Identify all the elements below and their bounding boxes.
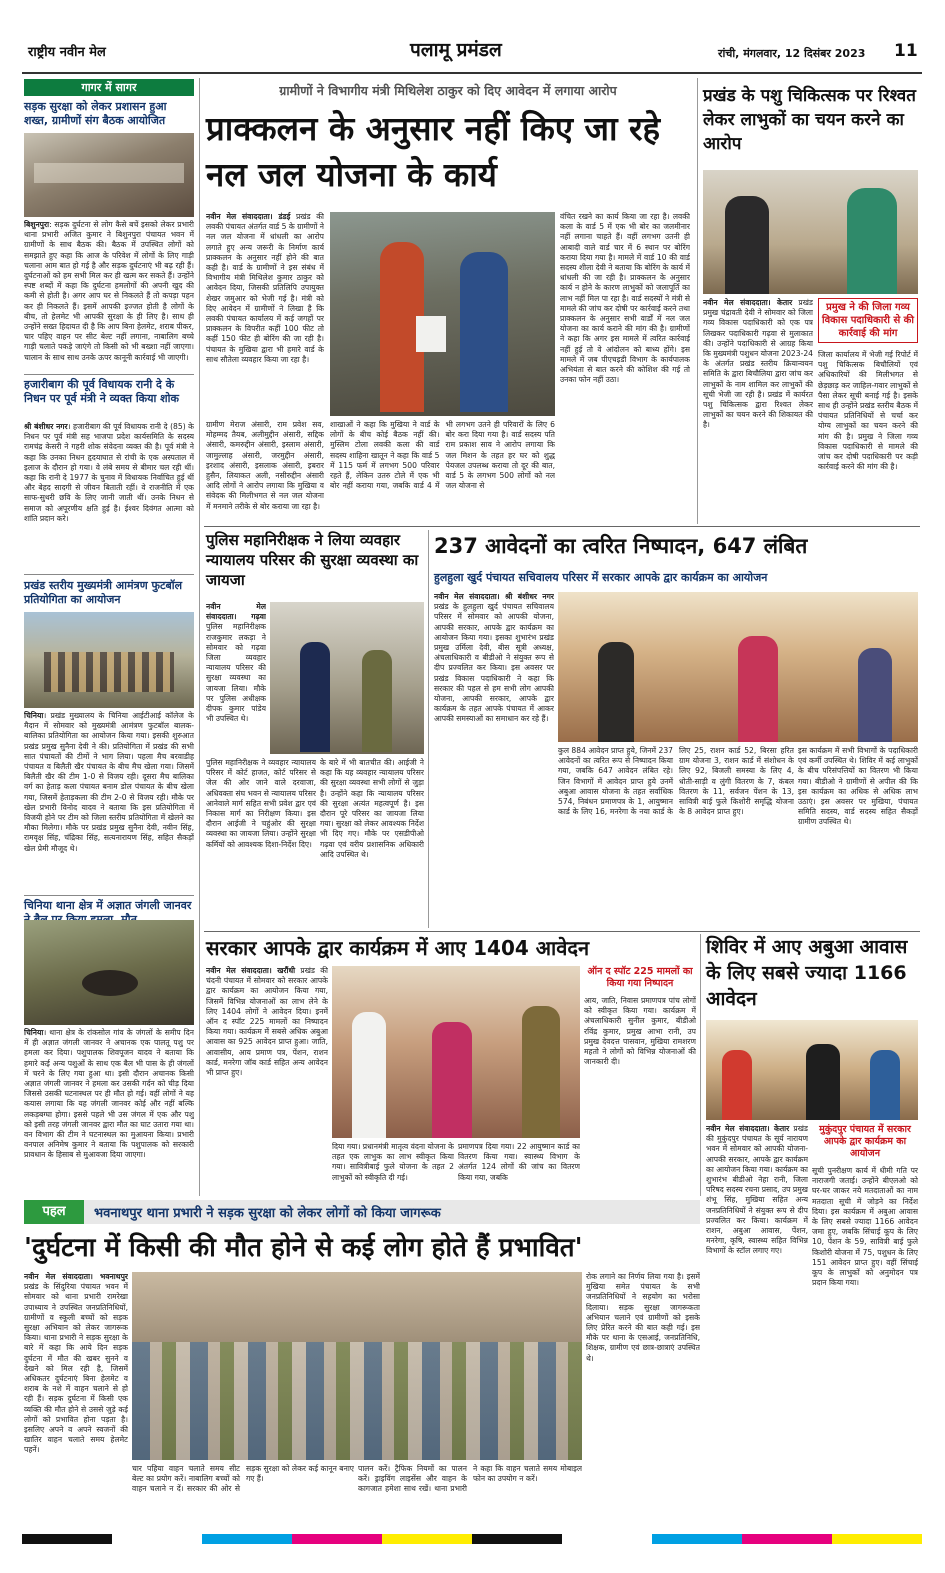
section-title: पलामू प्रमंडल xyxy=(410,39,502,61)
police-photo xyxy=(270,602,424,754)
police-body-3: के बारे में भी बातचीत की। आईजी ने कहा कि यह व्यवहार न्यायालय परिसर की सुरक्षा व्यवस्था सभी लोगों से जुड़ा है। उन्होंने कहा कि न्यायालय परिसर की सुरक्षा अत्यंत महत्वपूर्ण है। इस दौरान पूरे परिसर का जायजा लिया गया। सुरक्षा को लेकर आवश्यक निर्देश भी दिए गए। मौके पर एसडीपीओ गढ़वा एवं वरीय प्रशासनिक अधिकारी आदि उपस्थित थे। xyxy=(320,758,424,859)
police-body-1: नवीन मेल संवाददाता। गढ़वा पुलिस महानिरीक्षक राजकुमार लकड़ा ने सोमवार को गढ़वा जिला व्यवहार न्यायालय परिसर की सुरक्षा व्यवस्था का जायजा लिया। मौके पर पुलिस अधीक्षक दीपक कुमार पांडेय भी उपस्थित थे। xyxy=(206,602,266,724)
masthead xyxy=(28,34,918,70)
awedan-body-2: कुल 884 आवेदन प्राप्त हुये, जिनमें 237 आवेदनों का त्वरित रूप से निष्पादन किया गया, जबकि 647 आवेदन लंबित रहे। जिन विभागों में आवेदन प्राप्त हुये उनमें अबुआ आवास योजना के तहत सर्वाधिक 574, निबंधन प्रमाणपत्र के 1, आयुष्मान कार्ड के लिए 16, मनरेगा के नया कार्ड के लिए 25, राशन कार्ड 52, बिरसा हरित ग्राम योजना 3, राशन कार्ड में संशोधन के लिए 92, बिजली समस्या के लिए 4, धोती-साड़ी व लुंगी वितरण के 7, कंबल वितरण के 11, सर्वजन पेंशन के 13, सावित्री बाई फुले किशोरी समृद्धि योजना के 8 आवेदन प्राप्त हुए। xyxy=(558,746,794,817)
story2-headline: हजारीबाग की पूर्व विधायक रानी दे के निधन पर पूर्व मंत्री ने व्यक्त किया शोक xyxy=(24,378,179,405)
story2-body: श्री बंशीधर नगर। हजारीबाग की पूर्व विधायक रानी दे (85) के निधन पर पूर्व मंत्री सह भाजपा प्रदेश कार्यसमिति के सदस्य रामचंद्र केसरी ने गहरी शोक संवेदना व्यक्त की है। पूर्व मंत्री ने कहा कि उनका निधन हृदयाघात से रांची के एक अस्पताल में इलाज के दौरान हो गया। वे लंबे समय से बीमार चल रही थीं। कहा कि रानी दे 1977 के चुनाव में विधायक निर्वाचित हुई थीं और बेहद सादगी से जीवन बिताती रहीं। वे राजनीति में एक साफ-सुथरी छवि के लिए जानी जाती थीं। उनके निधन से समाज को अपूरणीय क्षति हुई है। ईश्वर दिवंगत आत्मा को शांति प्रदान करे। xyxy=(24,422,194,523)
police-body-2: पुलिस महानिरीक्षक ने व्यवहार न्यायालय परिसर में कोर्ट हाजत, कोर्ट परिसर से जेल की ओर जाने वाले दरवाजा, अधिवक्ता संघ भवन से न्यायालय परिसर आनेवाले मार्ग सहित सभी प्रवेश द्वार एवं निकास मार्ग का निरीक्षण किया। इस दौरान आईजी ने चहुंओर की सुरक्षा व्यवस्था का जायजा लिया। उन्होंने सुरक्षा कर्मियों को आवश्यक दिशा-निर्देश दिए। xyxy=(206,758,316,849)
story4-body: चिनिया। थाना क्षेत्र के रांकसोल गांव के जंगलों के समीप दिन में ही अज्ञात जंगली जानवर ने अचानक एक पालतू पशु पर हमला कर दिया। पशुपालक शिवपूजन यादव ने बताया कि हमारे कई अन्य पशुओं के साथ एक बैल भी पास के ही जंगलों में चरने के लिए गया हुआ था। इसी दौरान अचानक किसी अज्ञात जंगली जानवर ने हमला कर उसकी गर्दन को चीड़ दिया जिससे उसकी घटनास्थल पर ही मौत हो गई। वहीं लोगों ने यह कयास लगाया कि यह जंगली जानवर कोई और नहीं बल्कि लकड़बग्घा होगा। इससे पहले भी उस जंगल में एक और पशु को इसी तरह जंगली जानवर द्वारा मौत का घाट उतारा गया था। वन विभाग की टीम ने घटनास्थल का मुआयना किया। प्रभारी वनपाल अनिमेष कुमार ने बताया कि पशुपालक को सरकारी प्रावधान के हिसाब से मुआवजा दिया जाएगा। xyxy=(24,1028,194,1160)
story3-body: चिनिया। प्रखंड मुख्यालय के चिनिया आईटीआई कॉलेज के मैदान में सोमवार को मुख्यमंत्री आमंत्रण फुटबॉल बालक-बालिका प्रतियोगिता का आयोजन किया गया। इसकी शुरुआत प्रखंड प्रमुख सुनैना देवी ने की। प्रतियोगिता में प्रखंड की सभी सात पंचायतों की टीमों ने भाग लिया। पहला मैच बरवाडीह पंचायत व बिलैती खैर पंचायत के बीच मैच खेला गया। जिसमें बिलैती खैर की टीम 1-0 से विजय रही। दूसरा मैच बालिका वर्ग का हेताड़ कला पंचायत बनाम डोल पंचायत के बीच खेला गया, जिसमें हेताड़कला की टीम 2-0 से विजय रही। मौके पर खेल प्रभारी विनोद यादव ने बताया कि इस प्रतियोगिता में विजयी होने पर टीम को जिला स्तरीय प्रतियोगिता में खेलने का मौका मिलेगा। मौके पर प्रखंड प्रमुख सुनैना देवी, नवीन सिंह, रामवृक्ष सिंह, चंद्रिका सिंह, सत्यनारायण सिंह, सहित सैकड़ों खेल प्रेमी मौजूद थे। xyxy=(24,711,194,853)
bottom-tag: पहल xyxy=(24,1200,84,1224)
police-headline: पुलिस महानिरीक्षक ने लिया व्यवहार न्यायालय परिसर की सुरक्षा व्यवस्था का जायजा xyxy=(206,531,419,589)
awedan-body-1: नवीन मेल संवाददाता। श्री बंशीधर नगर प्रखंड के हुलहुला खुर्द पंचायत सचिवालय परिसर में सोमवार को आपकी योजना, आपकी सरकार, आपके द्वार कार्यक्रम का आयोजन किया गया। इसका शुभारंभ प्रखंड प्रमुख उर्मिला देवी, बीस सूत्री अध्यक्ष, अंचलाधिकारी व बीडीओ ने संयुक्त रूप से दीप प्रज्वलित कर किया। इस अवसर पर प्रखंड विकास पदाधिकारी ने कहा कि सरकार की पहल से हम सभी लोग आपकी योजना, आपकी सरकार, आपके द्वार कार्यक्रम के तहत आपके पंचायत में आकर आपकी समस्याओं का समाधान कर रहे हैं। xyxy=(434,592,554,724)
dateline: रांची, मंगलवार, 12 दिसंबर 2023 xyxy=(718,47,866,60)
top-body-3: शाखाओं ने कहा कि मुखिया ने वार्ड के लोगों के बीच कोई बैठक नहीं की। मुस्लिम टोला लवकी कला की वार्ड सदस्य शाहिना खातून ने कहा कि वार्ड 5 में 115 फर्म में लगभग 500 परिवार रहते हैं, लेकिन उतरु टोले में एक भी बोर नहीं कराया गया, जबकि वार्ड 4 में भी लगभग उतने ही परिवारों के लिए 6 बोर करा दिया गया है। वार्ड सदस्य पति राम प्रकाश साव ने आरोप लगाया कि जल मिशन के तहत हर घर को शुद्ध पेयजल उपलब्ध कराया तो दूर की बात, वार्ड 5 के लगभग 500 लोगों को नल जल योजना से xyxy=(330,420,555,491)
bottom-body-3: पालन करें। ट्रैफिक नियमों का पालन करें। ड्राइविंग लाइसेंस और वाहन के कागजात हमेशा साथ रखें। थाना प्रभारी ने कहा कि वाहन चलाते समय मोबाइल फोन का उपयोग न करें। xyxy=(358,1464,582,1494)
karyakram-body-4: आय, जाति, निवास प्रमाणपत्र पांच लोगों को स्वीकृत किया गया। कार्यक्रम में अंचलाधिकारी सुनील कुमार, बीडीओ रविंद्र कुमार, प्रमुख आभा रानी, उप प्रमुख देवदत्त पासवान, मुखिया रामशरण महतो ने लोगों को विभिन्न योजनाओं की जानकारी दी। xyxy=(584,996,696,1067)
karyakram-inset: ऑन द स्पॉट 225 मामलों का किया गया निष्पादन xyxy=(587,966,693,989)
bottom-photo xyxy=(132,1272,582,1460)
right-top-body-1: नवीन मेल संवाददाता। केतार प्रखंड प्रमुख चंद्रावती देवी ने सोमवार को जिला गव्य विकास पदाधिकारी को एक पत्र लिखकर पदाधिकारी गढ़वा से मुलाकात की। उन्होंने पदाधिकारी से आग्रह किया कि मुख्यमंत्री पशुधन योजना 2023-24 के अंतर्गत प्रखंड स्तरीय क्रियान्वयन समिति के द्वारा बिचौलिया द्वारा जांच कर लाभुकों के नाम शामिल कर लाभुकों की सूची भेजी जा रही है। प्रखंड में कार्यरत पशु चिकित्सक द्वारा रिश्वत लेकर लाभुकों का चयन करने की शिकायत की है। xyxy=(703,298,813,430)
awedan-photo xyxy=(558,592,918,742)
top-headline: प्राक्कलन के अनुसार नहीं किए जा रहे नल जल योजना के कार्य xyxy=(206,109,661,194)
awedan-subhead: हुलहुला खुर्द पंचायत सचिवालय परिसर में सरकार आपके द्वार कार्यक्रम का आयोजन xyxy=(434,571,768,584)
story1-body: बिशुनपुरा: सड़क दुर्घटना से लोग कैसे बचें इसको लेकर प्रभारी थाना प्रभारी अजित कुमार ने बिशुनपुरा पंचायत भवन में ग्रामीणों के साथ बैठक की। बैठक में उपस्थित लोगों को समझाते हुए कहा कि आज के परिवेश में लोगों के लिए गाड़ी चलाना आम बात हो गई है और सड़क दुर्घटनाएं भी बढ़ रही हैं। दुर्घटनाओं को हम सभी मिल कर ही खत्म कर सकते हैं। उन्होंने स्पष्ट शब्दों में कहा कि दुर्घटना हमलोगों की अपनी खुद की कमी से होती है। अगर आप घर से निकलते हैं तो कपड़ा पहन कर ही निकलते हैं। इसमें आपकी इज्जत होती है लोगों के बीच, तो हेलमेट भी आपकी सुरक्षा के ही लिए है। साथ ही उन्होंने सख्त हिदायत दी है कि आप बिना हेलमेट, शराब पीकर, चार पहिए वाहन पर सीट बेल्ट नहीं लगाना, नाबालिग बच्चे गाड़ी चलाते पकड़े जाएंगे तो किसी को भी बख्शा नहीं जाएगा। चालान के साथ साथ उनके ऊपर कानूनी कार्रवाई भी जाएगी। xyxy=(24,220,194,362)
story3-photo xyxy=(24,612,194,708)
right-top-photo xyxy=(703,170,918,294)
karyakram-photo xyxy=(332,966,580,1138)
bottom-kicker-bar xyxy=(24,1200,700,1224)
story1-headline: सड़क सुरक्षा को लेकर प्रशासन हुआ शख्त, ग्रामीणों संग बैठक आयोजित xyxy=(24,100,167,127)
brand-logo: राष्ट्रीय नवीन मेल xyxy=(28,45,106,60)
right-top-body-2: जिला कार्यालय में भेजी गई रिपोर्ट में पशु चिकित्सक बिचौलियों एवं अधिकारियों की मिलीभगत से छेड़छाड़ कर जाहिल-गवार लाभुकों से पैसा लेकर सूची बनाई गई है। इसके साथ ही उन्होंने प्रखंड स्तरीय बैठक में पंचायत प्रतिनिधियों से चर्चा कर योग्य लाभुकों का चयन करने की मांग की है। प्रमुख ने जिला गव्य विकास पदाधिकारी से मामले की जांच कर दोषी पदाधिकारी पर कड़ी कार्रवाई करने की मांग की है। xyxy=(818,350,918,472)
kicker-gaagar: गागर में सागर xyxy=(24,79,194,96)
top-photo xyxy=(330,212,555,416)
abua-caption: मुकुंदपुर पंचायत में सरकार आपके द्वार कार्यक्रम का आयोजन xyxy=(819,1124,911,1159)
abua-photo xyxy=(706,1020,918,1120)
page-number: 11 xyxy=(894,41,918,61)
bottom-body-1: नवीन मेल संवाददाता। भवनाथपुर प्रखंड के सिंदुरिया पंचायत भवन में सोमवार को थाना प्रभारी रामरेखा उपाध्याय ने उपस्थित जनप्रतिनिधियों, ग्रामीणों व स्कूली बच्चों को सड़क सुरक्षा अभियान को लेकर जागरूक किया। थाना प्रभारी ने सड़क सुरक्षा के बारे में कहा कि आये दिन सड़क दुर्घटना में मौत की खबर सुनने व देखने को मिल रही है, जिसमें अधिकतर दुर्घटनाएं बिना हेलमेट व शराब के नशे में वाहन चलाने से हो रही हैं। सड़क दुर्घटना में किसी एक व्यक्ति की मौत होने से उससे जुड़े कई लोगों को प्रभावित होना पड़ता है। इसलिए अपने व अपने स्वजनों की खातिर वाहन चलाते समय हेलमेट पहनें। xyxy=(24,1272,128,1455)
karyakram-body-3: प्रमाणपत्र दिया गया। 22 आयुष्मान कार्ड का वितरण किया गया। स्वास्थ्य विभाग के अंतर्गत 124 लोगों की जांच का वितरण किया गया, जबकि xyxy=(458,1142,580,1182)
karyakram-headline: सरकार आपके द्वार कार्यक्रम में आए 1404 आवेदन xyxy=(206,936,590,960)
awedan-headline: 237 आवेदनों का त्वरित निष्पादन, 647 लंबित xyxy=(434,534,808,558)
right-top-headline: प्रखंड के पशु चिकित्सक पर रिश्वत लेकर लाभुकों का चयन करने का आरोप xyxy=(703,86,916,154)
bottom-kicker: भवनाथपुर थाना प्रभारी ने सड़क सुरक्षा को लेकर लोगों को किया जागरूक xyxy=(94,1206,441,1221)
registration-bar xyxy=(22,1534,922,1544)
awedan-body-3: इस कार्यक्रम में सभी विभागों के पदाधिकारी एवं कर्मी उपस्थित थे। शिविर में कई लाभुकों के बीच परिसंपत्तियों का वितरण भी किया गया। बीडीओ ने ग्रामीणों से अपील की कि इस कार्यक्रम का अधिक से अधिक लाभ उठाएं। इस अवसर पर मुखिया, पंचायत समिति सदस्य, वार्ड सदस्य सहित सैकड़ों ग्रामीण उपस्थित थे। xyxy=(798,746,918,827)
story1-photo xyxy=(24,133,194,217)
top-body-1: नवीन मेल संवाददाता। डंडई प्रखंड की लवकी पंचायत अंतर्गत वार्ड 5 के ग्रामीणों ने नल जल योजना में धांधली का आरोप लगाते हुए अन्य जरूरी के निर्माण कार्य प्राक्कलन के अनुसार नहीं होने की बात कही है। वार्ड के ग्रामीणों ने इस संबंध में विभागीय मंत्री मिथिलेश कुमार ठाकुर को आवेदन दिया, जिसकी प्रतिलिपि उपायुक्त शेखर जमुआर को भेजी गई है। मंत्री को दिए आवेदन में ग्रामीणों ने लिखा है कि लवकी पंचायत कार्यालय में कई जगहों पर प्राक्कलन के विपरीत कहीं 100 फीट तो कहीं 150 फीट ही बोरिंग की जा रही है। पंचायत के मुखिया द्वारा भी हमारे वार्ड के साथ सौतेला व्यवहार किया जा रहा है। xyxy=(206,212,324,364)
bottom-body-2: चार पहिया वाहन चलाते समय सीट बेल्ट का प्रयोग करें। नाबालिग बच्चों को वाहन चलाने न दें। सरकार की ओर से सड़क सुरक्षा को लेकर कई कानून बनाए गए हैं। xyxy=(132,1464,354,1494)
story4-headline: चिनिया थाना क्षेत्र में अज्ञात जंगली जानवर xyxy=(24,899,192,912)
top-body-4: वंचित रखने का कार्य किया जा रहा है। लवकी कला के वार्ड 5 में एक भी बोर का जलमीनार नहीं लगाना चाहते हैं। वहीं लगभग उतनी ही आबादी वाले वार्ड चार में 6 स्थान पर बोरिंग कराया दिया गया है। मामले में वार्ड 10 की वार्ड सदस्य शीला देवी ने बताया कि बोरिंग के कार्य में धांधली की जा रही है। प्राक्कलन के अनुसार कार्य न होने के कारण लाभुकों को जलापूर्ति का लाभ नहीं मिल पा रहा है। वार्ड सदस्यों ने मंत्री से मामले की जांच कर दोषी पर कार्रवाई करने तथा प्राक्कलन के अनुसार सभी वार्डों में नल जल योजना का कार्य कराने की मांग की है। ग्रामीणों ने कहा कि अगर इस मामले में त्वरित कार्रवाई नहीं हुई तो वे आंदोलन को बाध्य होंगे। इस मामले में जब पीएचइडी विभाग के कार्यपालक अभियंता से बात करने की कोशिश की गई तो उनका फोन नहीं उठा। xyxy=(560,212,690,385)
abua-body-1: नवीन मेल संवाददाता। केतार प्रखंड की मुकुंदपुर पंचायत के सूर्य नारायण भवन में सोमवार को आपकी योजना-आपकी सरकार, आपके द्वार कार्यक्रम का आयोजन किया गया। कार्यक्रम का शुभारंभ बीडीओ नेहा रानी, जिला परिषद सदस्य रचना प्रसाद, उप प्रमुख शंभू सिंह, मुखिया सहित अन्य जनप्रतिनिधियों ने संयुक्त रूप से दीप प्रज्वलित कर किया। कार्यक्रम में राशन, अबुआ आवास, पेंशन, मनरेगा, कृषि, स्वास्थ्य सहित विभिन्न विभागों के स्टॉल लगाए गए। xyxy=(706,1124,808,1256)
karyakram-body-2: दिया गया। प्रधानमंत्री मातृत्व वंदना योजना के तहत एक लाभुक का लाभ स्वीकृत किया गया। सावित्रीबाई फुले योजना के तहत 2 लाभुकों को स्वीकृति दी गई। xyxy=(332,1142,454,1182)
right-top-caption: प्रमुख ने की जिला गव्य विकास पदाधिकारी से की कार्रवाई की मांग xyxy=(818,298,918,343)
masthead-rule xyxy=(22,72,922,74)
top-kicker: ग्रामीणों ने विभागीय मंत्री मिथिलेश ठाकुर को दिए आवेदन में लगाया आरोप xyxy=(279,83,617,98)
bottom-body-4: रोक लगाने का निर्णय लिया गया है। इसमें मुखिया समेत पंचायत के सभी जनप्रतिनिधियों ने सहयोग का भरोसा दिलाया। सड़क सुरक्षा जागरूकता अभियान चलाने एवं ग्रामीणों को इसके लिए प्रेरित करने की बात कही गई। इस मौके पर थाना के एसआई, जनप्रतिनिधि, शिक्षक, ग्रामीण एवं छात्र-छात्राएं उपस्थित थे। xyxy=(586,1272,700,1363)
abua-headline: शिविर में आए अबुआ आवास के लिए सबसे ज्यादा 1166 आवेदन xyxy=(706,936,908,1010)
abua-body-2: सूची पुनरीक्षण कार्य में धीमी गति पर नाराजगी जताई। उन्होंने बीएलओ को घर-घर जाकर नये मतदाताओं का नाम मतदाता सूची में जोड़ने का निर्देश दिया। इस कार्यक्रम में अबुआ आवास के लिए सबसे ज्यादा 1166 आवेदन जमा हुए, जबकि सिंचाई कूप के लिए 10, पेंशन के 59, सावित्री बाई फुले किशोरी योजना में 75, पशुधन के लिए 151 आवेदन प्राप्त हुए। वहीं सिंचाई कूप के लाभुकों को अनुमोदन पत्र प्रदान किया गया। xyxy=(812,1166,918,1288)
bottom-headline: 'दुर्घटना में किसी की मौत होने से कई लोग होते हैं प्रभावित' xyxy=(24,1233,583,1263)
story3-headline: प्रखंड स्तरीय मुख्यमंत्री आमंत्रण फुटबॉल प्रतियोगिता का आयोजन xyxy=(24,579,183,606)
karyakram-body-1: नवीन मेल संवाददाता। खरौंधी प्रखंड की चंदनी पंचायत में सोमवार को सरकार आपके द्वार कार्यक्रम का आयोजन किया गया, जिसमें विभिन्न योजनाओं का लाभ लेने के लिए 1404 लोगों ने आवेदन दिया। इनमें ऑन द स्पॉट 225 मामलों का निष्पादन किया गया। कार्यक्रम में सबसे अधिक अबुआ आवास का 925 आवेदन प्राप्त हुआ। जाति, आवासीय, आय प्रमाण पत्र, पेंशन, राशन कार्ड, मनरेगा जॉब कार्ड सहित अन्य आवेदन भी प्राप्त हुए। xyxy=(206,966,328,1078)
story4-photo xyxy=(24,920,194,1025)
top-body-2: ग्रामीण मेराज अंसारी, राम प्रवेश सव, मोहम्मद तैयब, अलीमुद्दीन अंसारी, सद्दिक अंसारी, कमरुद्दीन अंसारी, इस्लाम अंसारी, जामुल्लाह अंसारी, जरमुद्दीन अंसारी, इरशाद अंसारी, इसलाक अंसारी, इबरार हुसैन, लियाकत अली, नसीरुद्दीन अंसारी आदि लोगों ने आरोप लगाया कि मुखिया व संवेदक की मिलीभगत से नल जल योजना में मनमाने तरीके से बोर कराया जा रहा है। xyxy=(206,420,324,511)
